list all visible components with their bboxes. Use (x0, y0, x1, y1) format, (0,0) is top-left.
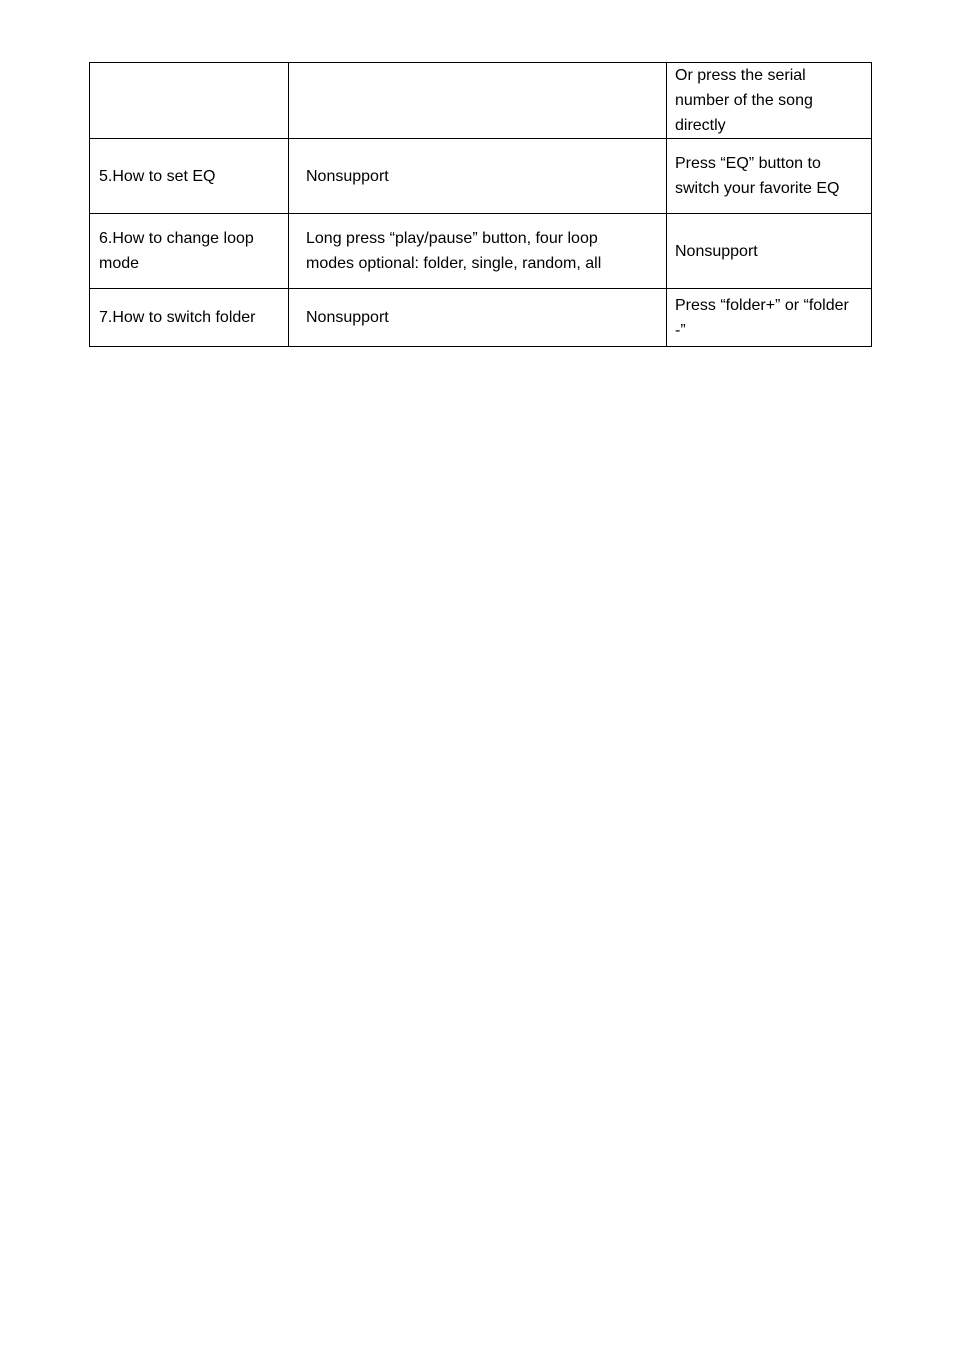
table-cell-second-mode (667, 63, 872, 139)
table-cell-second-mode (667, 289, 872, 347)
table-cell-second-mode (667, 214, 872, 289)
cell-text: 5.How to set EQ (99, 167, 216, 185)
table-row (90, 139, 872, 214)
cell-text: Long press “play/pause” button, four loop modes optional: folder, single, random, all (306, 230, 602, 272)
table-cell-second-mode (667, 139, 872, 214)
table-row (90, 289, 872, 347)
table-cell-first-mode (289, 63, 667, 139)
cell-text: Nonsupport (306, 309, 389, 326)
table-cell-question (90, 63, 289, 139)
table-cell-question (90, 289, 289, 347)
instructions-table (89, 62, 872, 347)
cell-text: Press “folder+” or “folder -” (675, 296, 849, 339)
cell-text: Nonsupport (675, 242, 758, 260)
table-row (90, 63, 872, 139)
table-cell-first-mode (289, 214, 667, 289)
table-cell-first-mode (289, 139, 667, 214)
table-cell-first-mode (289, 289, 667, 347)
cell-text: 7.How to switch folder (99, 309, 256, 326)
table-cell-question (90, 139, 289, 214)
table-cell-question (90, 214, 289, 289)
cell-text: Or press the serial number of the song directly (675, 67, 813, 134)
cell-text: Press “EQ” button to switch your favorite EQ (675, 155, 840, 197)
table-row (90, 214, 872, 289)
cell-text: 6.How to change loop mode (99, 230, 254, 272)
cell-text: Nonsupport (306, 167, 389, 185)
